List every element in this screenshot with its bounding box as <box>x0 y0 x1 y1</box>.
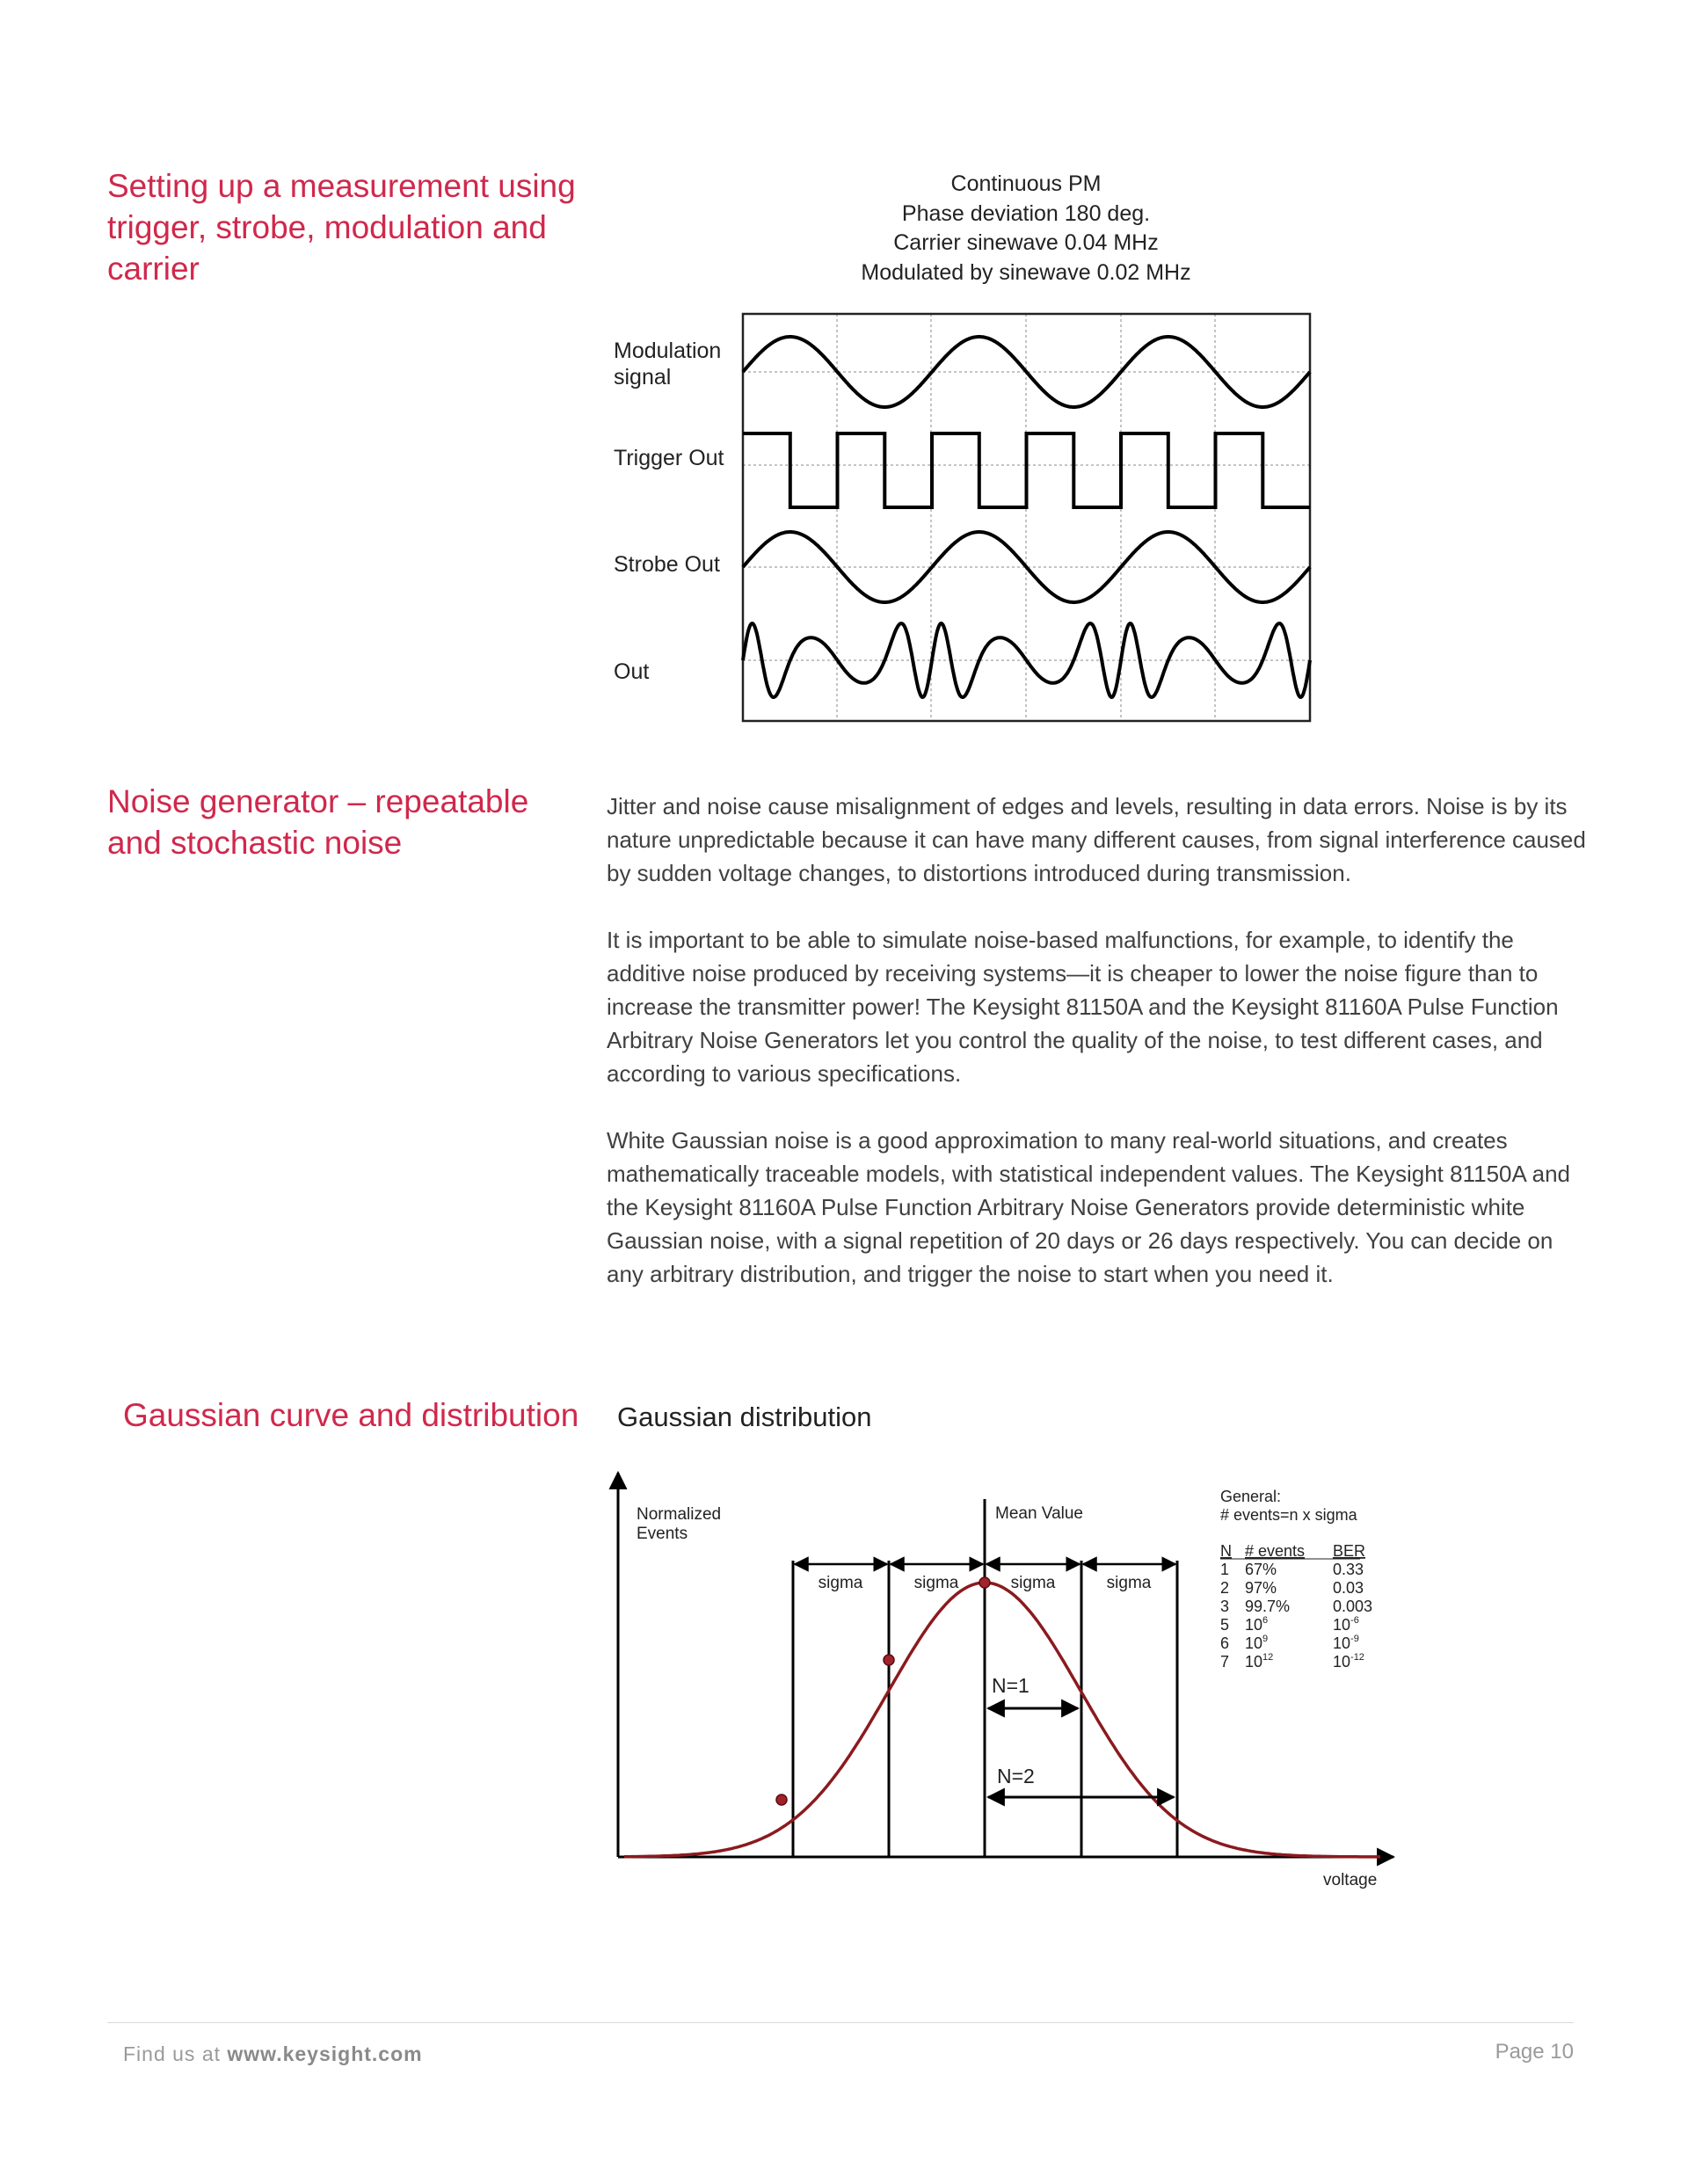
table-cell-events <box>1245 1652 1273 1671</box>
ber-exponent: -6 <box>1350 1615 1359 1626</box>
pm-title-line-1: Continuous PM <box>950 171 1102 196</box>
table-cell-ber: 0.33 <box>1333 1561 1364 1578</box>
sigma-label: sigma <box>913 1574 959 1592</box>
table-cell-n: 5 <box>1220 1616 1230 1634</box>
trigger-waveform <box>743 433 1310 507</box>
footer-prefix: Find us at <box>123 2042 228 2065</box>
setup-heading: Setting up a measurement using trigger, strobe, modulation and carrier <box>107 168 576 287</box>
table-cell-n: 3 <box>1220 1598 1230 1615</box>
trigger-out-label: Trigger Out <box>614 446 724 470</box>
table-cell-events: 97% <box>1245 1579 1277 1597</box>
pm-title-line-4: Modulated by sinewave 0.02 MHz <box>861 260 1191 285</box>
table-cell-ber: 0.003 <box>1333 1598 1373 1615</box>
mean-value-label: Mean Value <box>995 1504 1083 1523</box>
noise-paragraph: White Gaussian noise is a good approximation to many real-world situations, and creates mathematically traceable models, with statistical independent values. The Keysight 81150A and the Keysight 81160A Pulse Function Arbitrary Noise Generators provide deterministic white Gaussian noise, with a signal repetition of 20 days or 26 days respectively. You can decide on any arbitrary distribution, and trigger the noise to start when you need it. <box>607 1127 1571 1287</box>
table-cell-events: 99.7% <box>1245 1598 1291 1615</box>
ber-base: 10 <box>1333 1634 1351 1652</box>
pm-figure <box>607 171 1336 734</box>
table-cell-ber: 0.03 <box>1333 1579 1364 1597</box>
table-cell-ber <box>1333 1634 1359 1652</box>
footer-divider <box>107 2022 1574 2023</box>
n2-label: N=2 <box>997 1765 1035 1787</box>
events-exponent: 6 <box>1262 1615 1269 1626</box>
y-axis-label-line-1: Normalized <box>637 1505 722 1524</box>
ber-exponent: -9 <box>1350 1634 1359 1644</box>
noise-paragraph: Jitter and noise cause misalignment of edges and levels, resulting in data errors. Noise is by its nature unpredictable because it can have many different causes, from signal interference caused by sudden voltage changes, to distortions introduced during transmission. <box>607 793 1586 886</box>
modulation-label-line-1: Modulation <box>614 339 722 363</box>
table-cell-events <box>1245 1615 1268 1634</box>
events-exponent: 12 <box>1262 1652 1274 1663</box>
gauss-figure <box>607 1394 1415 1904</box>
noise-heading: Noise generator – repeatable and stochastic noise <box>107 783 529 861</box>
table-header-ber: BER <box>1333 1542 1366 1560</box>
general-label: General: <box>1220 1488 1282 1505</box>
general-formula: # events=n x sigma <box>1220 1506 1357 1524</box>
strobe-out-label: Strobe Out <box>614 552 720 577</box>
events-exponent: 9 <box>1262 1634 1269 1644</box>
gauss-heading: Gaussian curve and distribution <box>123 1397 579 1433</box>
events-base: 10 <box>1245 1616 1263 1634</box>
modulation-label-line-2: signal <box>614 365 672 389</box>
page-number: Page 10 <box>1495 2040 1574 2064</box>
sigma-label: sigma <box>818 1574 863 1592</box>
n1-label: N=1 <box>992 1674 1030 1697</box>
table-cell-n: 6 <box>1220 1634 1230 1652</box>
curve-marker <box>979 1577 990 1588</box>
table-cell-n: 1 <box>1220 1561 1230 1578</box>
table-header-events: # events <box>1245 1542 1306 1560</box>
table-cell-events <box>1245 1634 1268 1652</box>
ber-base: 10 <box>1333 1616 1351 1634</box>
gauss-title: Gaussian distribution <box>617 1401 872 1432</box>
curve-marker <box>884 1655 894 1665</box>
noise-body <box>607 790 1591 1324</box>
pm-title-line-3: Carrier sinewave 0.04 MHz <box>893 230 1159 255</box>
ber-base: 10 <box>1333 1653 1351 1671</box>
noise-paragraph: It is important to be able to simulate noise-based malfunctions, for example, to identify the additive noise produced by receiving systems—it is cheaper to lower the noise figure than to increase the transmitter power! The Keysight 81150A and the Keysight 81160A Pulse Function Arbitrary Noise Generators let you control the quality of the noise, to test different cases, and according to various specifications. <box>607 927 1559 1087</box>
table-cell-n: 2 <box>1220 1579 1230 1597</box>
table-header-n: N <box>1220 1542 1232 1560</box>
table-cell-n: 7 <box>1220 1653 1230 1671</box>
ber-table <box>1220 1542 1372 1671</box>
events-base: 10 <box>1245 1634 1263 1652</box>
ber-exponent: -12 <box>1350 1652 1364 1663</box>
out-label: Out <box>614 659 650 684</box>
sigma-label: sigma <box>1010 1574 1056 1592</box>
table-cell-events: 67% <box>1245 1561 1277 1578</box>
pm-title-line-2: Phase deviation 180 deg. <box>901 201 1151 226</box>
table-cell-ber <box>1333 1652 1364 1671</box>
table-cell-ber <box>1333 1615 1359 1634</box>
y-axis-label-line-2: Events <box>637 1525 688 1543</box>
events-base: 10 <box>1245 1653 1263 1671</box>
footer-find-us <box>123 2042 423 2066</box>
footer-website-link[interactable]: www.keysight.com <box>227 2042 423 2065</box>
sigma-label: sigma <box>1106 1574 1152 1592</box>
curve-marker <box>776 1795 787 1805</box>
x-axis-label: voltage <box>1323 1871 1378 1889</box>
